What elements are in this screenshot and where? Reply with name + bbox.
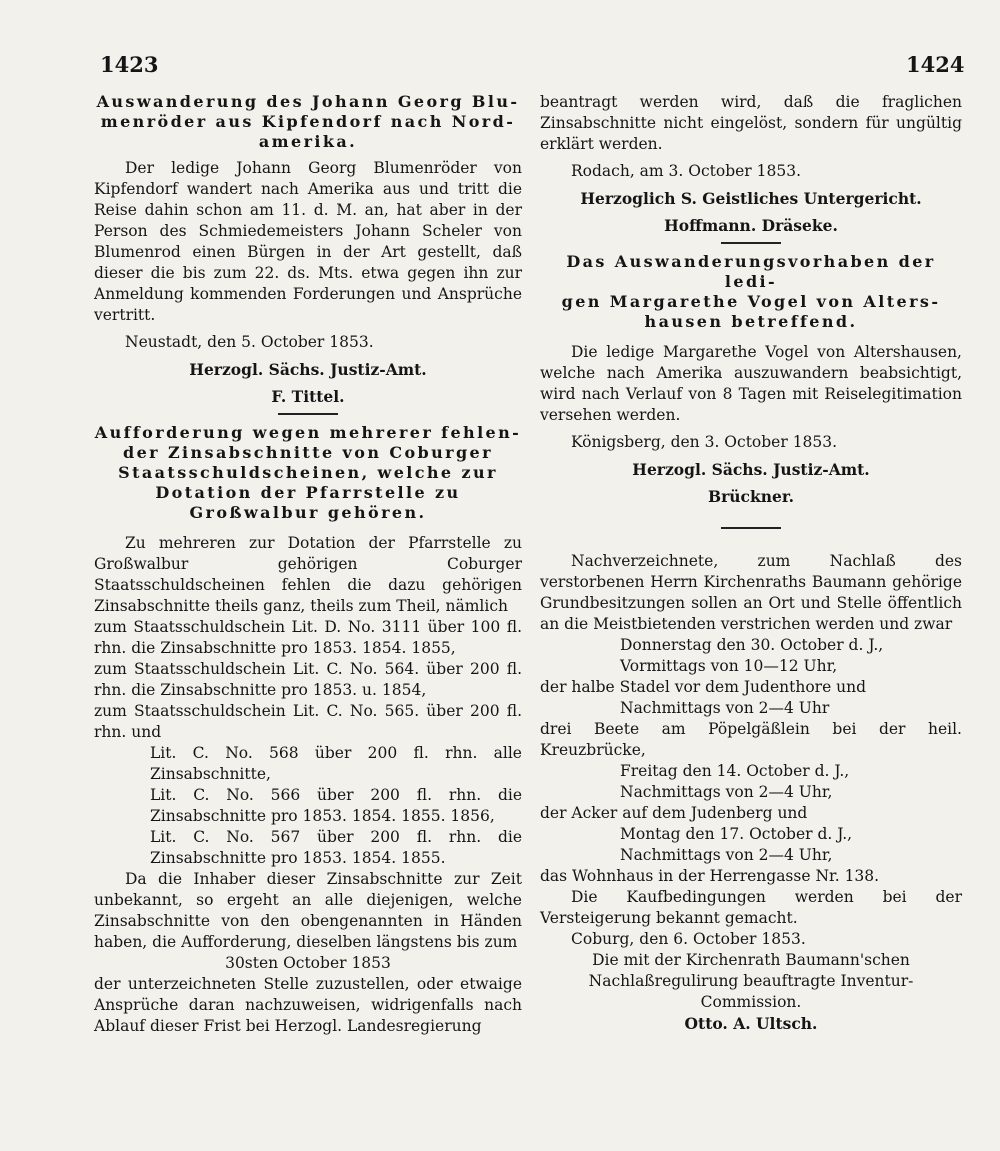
authority: Herzogl. Sächs. Justiz-Amt. — [632, 460, 870, 479]
notice-intro: Nachverzeichnete, zum Nachlaß des verstorbenen Herrn Kirchenraths Baumann gehörige Grundbesitzungen sollen an Ort und Stelle öffentlich an die Meistbietenden verstrichen werden und zwar — [540, 552, 962, 633]
notice-body: Die Kaufbedingungen werden bei der Versteigerung bekannt gemacht. — [540, 888, 962, 927]
sub-list — [94, 743, 522, 869]
lot-item: der halbe Stadel vor dem Judenthore und — [540, 678, 867, 696]
notice-body: der unterzeichneten Stelle zuzustellen, oder etwaige Ansprüche daran nachzuweisen, widrigenfalls nach Ablauf dieser Frist bei Herzogl. Landesregierung — [94, 975, 522, 1035]
notice-blumenroeder — [94, 92, 522, 415]
signer: Otto. A. Ultsch. — [684, 1014, 818, 1033]
date-line: Freitag den 14. October d. J., — [620, 762, 850, 780]
right-column — [540, 92, 962, 1034]
place-date: Rodach, am 3. October 1853. — [571, 162, 802, 180]
page-number-left: 1423 — [100, 52, 159, 77]
notice-title-line: amerika. — [258, 132, 358, 151]
place-date: Neustadt, den 5. October 1853. — [125, 333, 374, 351]
page-number-right: 1424 — [906, 52, 965, 77]
notice-baumann — [540, 551, 962, 1034]
time-line: Nachmittags von 2—4 Uhr — [620, 699, 830, 717]
notice-title-line: gen Margarethe Vogel von Alters- — [561, 292, 941, 311]
notice-continuation — [540, 92, 962, 244]
notice-body: Da die Inhaber dieser Zinsabschnitte zur Zeit unbekannt, so ergeht an alle diejenigen, welche Zinsabschnitte von den obengenannten in Händen haben, die Aufforderung, dieselben längstens bis zum — [94, 870, 522, 951]
date-line: Montag den 17. October d. J., — [620, 825, 853, 843]
notice-vogel — [540, 252, 962, 551]
time-line: Nachmittags von 2—4 Uhr, — [620, 783, 833, 801]
notice-title-line: Auswanderung des Johann Georg Blu- — [96, 92, 520, 111]
notice-zinsabschnitte — [94, 423, 522, 1037]
notice-title-line: Staatsschuldscheinen, welche zur — [118, 463, 498, 482]
place-date: Königsberg, den 3. October 1853. — [571, 433, 838, 451]
authority: Die mit der Kirchenrath Baumann'schen Nachlaßregulirung beauftragte Inventur-Commission. — [588, 951, 914, 1011]
list-item: Lit. C. No. 566 über 200 fl. rhn. die Zinsabschnitte pro 1853. 1854. 1855. 1856, — [150, 786, 522, 825]
lot-item: das Wohnhaus in der Herrengasse Nr. 138. — [540, 867, 880, 885]
list-item: zum Staatsschuldschein Lit. C. No. 564. über 200 fl. rhn. die Zinsabschnitte pro 1853. u. 1854, — [94, 660, 522, 699]
time-line: Vormittags von 10—12 Uhr, — [620, 657, 838, 675]
notice-title-line: der Zinsabschnitte von Coburger — [123, 443, 493, 462]
list-item: Lit. C. No. 568 über 200 fl. rhn. alle Zinsabschnitte, — [150, 744, 522, 783]
list-item: zum Staatsschuldschein Lit. C. No. 565. über 200 fl. rhn. und — [94, 702, 522, 741]
notice-title-line: Dotation der Pfarrstelle zu — [155, 483, 461, 502]
lot-item: der Acker auf dem Judenberg und — [540, 804, 808, 822]
time-line: Nachmittags von 2—4 Uhr, — [620, 846, 833, 864]
list-item: zum Staatsschuldschein Lit. D. No. 3111 über 100 fl. rhn. die Zinsabschnitte pro 1853. 1854. 1855, — [94, 618, 522, 657]
left-column — [94, 92, 522, 1037]
signer: Hoffmann. Dräseke. — [664, 216, 838, 235]
date-line: Donnerstag den 30. October d. J., — [620, 636, 884, 654]
notice-body: Der ledige Johann Georg Blumenröder von Kipfendorf wandert nach Amerika aus und tritt die Reise dahin schon am 11. d. M. an, hat aber in der Person des Schmiedemeisters Johann Scheler von Blumenrod einen Bürgen in der Art gestellt, daß dieser die bis zum 22. ds. Mts. etwa gegen ihn zur Anmeldung kommenden Forderungen und Ansprüche vertritt. — [94, 159, 522, 324]
signer: F. Tittel. — [271, 387, 345, 406]
signer: Brückner. — [708, 487, 794, 506]
lot-item: drei Beete am Pöpelgäßlein bei der heil. Kreuzbrücke, — [540, 720, 962, 759]
authority: Herzoglich S. Geistliches Untergericht. — [580, 189, 922, 208]
place-date: Coburg, den 6. October 1853. — [571, 930, 806, 948]
deadline: 30sten October 1853 — [225, 954, 391, 972]
divider — [278, 413, 338, 415]
divider — [721, 527, 781, 529]
notice-intro: Zu mehreren zur Dotation der Pfarrstelle zu Großwalbur gehörigen Coburger Staatsschuldscheinen fehlen die dazu gehörigen Zinsabschnitte theils ganz, theils zum Theil, nämlich — [94, 534, 522, 615]
notice-body: beantragt werden wird, daß die fraglichen Zinsabschnitte nicht eingelöst, sondern für ungültig erklärt werden. — [540, 93, 962, 153]
notice-title-line: menröder aus Kipfendorf nach Nord- — [100, 112, 516, 131]
notice-body: Die ledige Margarethe Vogel von Altershausen, welche nach Amerika auszuwandern beabsichtigt, wird nach Verlauf von 8 Tagen mit Reiselegitimation versehen werden. — [540, 343, 962, 424]
notice-title-line: hausen betreffend. — [644, 312, 858, 331]
notice-title-line: Aufforderung wegen mehrerer fehlen- — [94, 423, 522, 442]
divider — [721, 242, 781, 244]
notice-title-line: Großwalbur gehören. — [189, 503, 427, 522]
list-item: Lit. C. No. 567 über 200 fl. rhn. die Zinsabschnitte pro 1853. 1854. 1855. — [150, 828, 522, 867]
notice-title-line: Das Auswanderungsvorhaben der ledi- — [566, 252, 936, 291]
authority: Herzogl. Sächs. Justiz-Amt. — [189, 360, 427, 379]
